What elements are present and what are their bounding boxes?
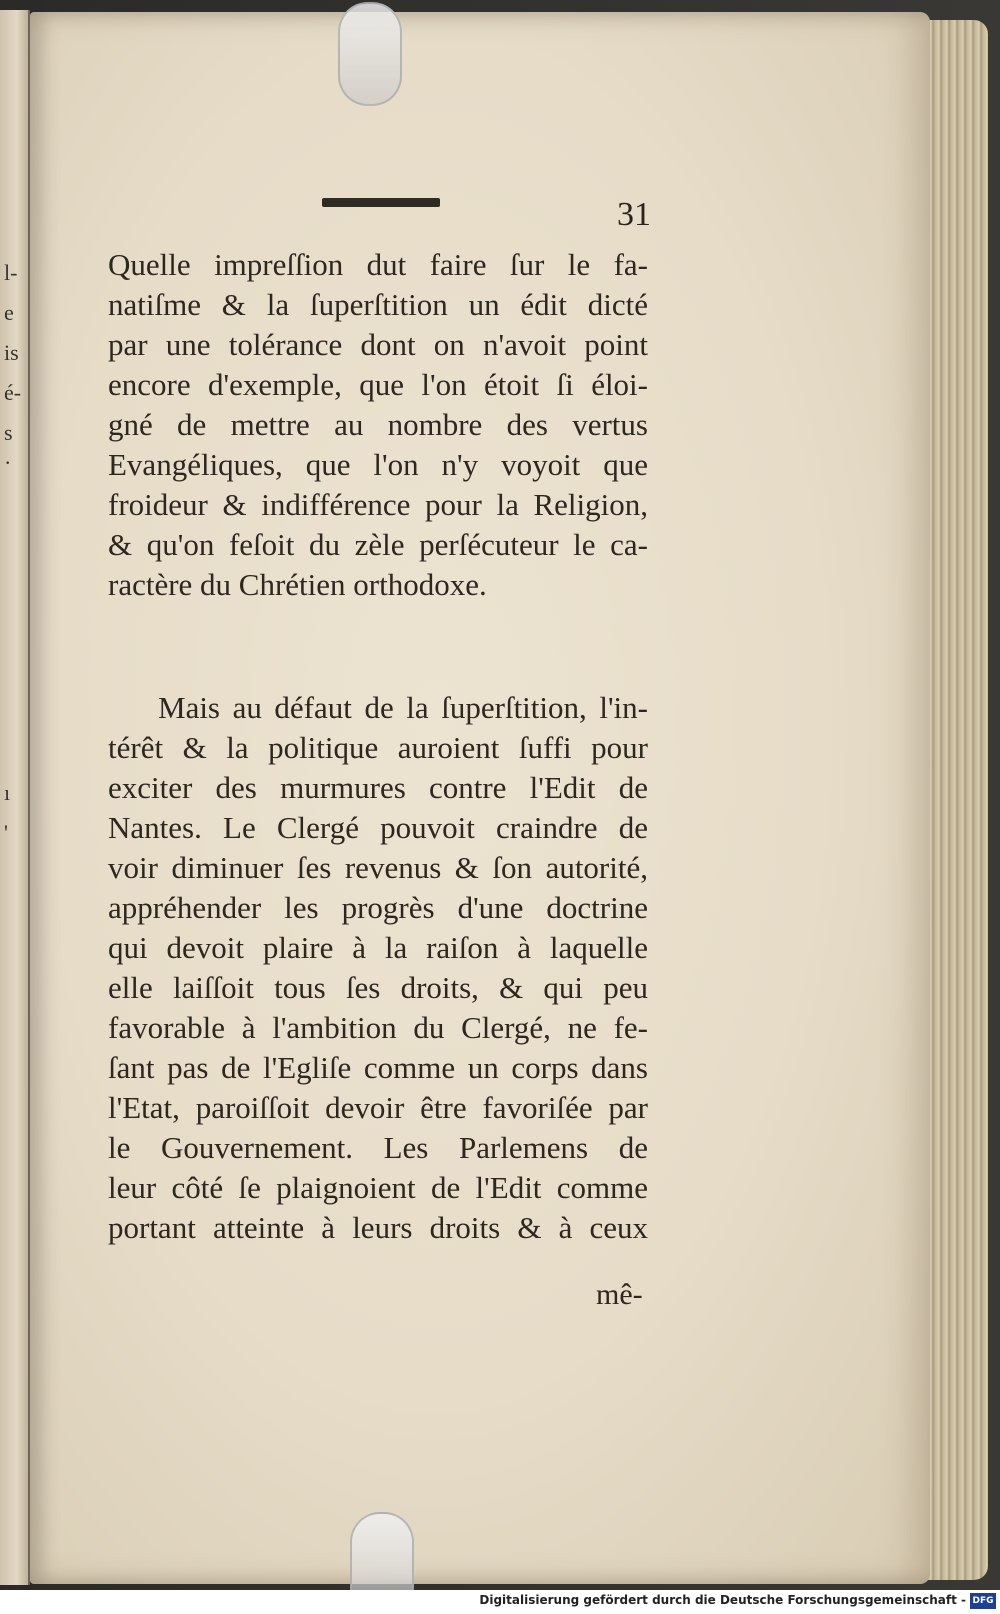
text-line: natiſme & la ſuperſtition un édit dicté <box>108 287 648 322</box>
text-line: favorable à l'ambition du Clergé, ne fe- <box>108 1010 648 1045</box>
margin-fragment: l- <box>4 260 18 285</box>
text-line: Mais au défaut de la ſuperſtition, l'in- <box>158 690 648 725</box>
text-line: ſant pas de l'Egliſe comme un corps dans <box>108 1050 648 1085</box>
text-line: le Gouvernement. Les Parlemens de <box>108 1130 648 1165</box>
text-line: & qu'on feſoit du zèle perſécuteur le ca- <box>108 527 648 562</box>
text-line: Quelle impreſſion dut faire ſur le fa- <box>108 247 648 282</box>
funding-credit: Digitalisierung gefördert durch die Deutsche Forschungsgemeinschaft - <box>479 1593 966 1607</box>
margin-fragment: e <box>4 300 14 325</box>
text-line: appréhender les progrès d'une doctrine <box>108 890 648 925</box>
dfg-logo: DFG <box>970 1593 996 1609</box>
margin-fragment: is <box>4 340 19 365</box>
text-line: leur côté ſe plaignoient de l'Edit comme <box>108 1170 648 1205</box>
text-line: ractère du Chrétien orthodoxe. <box>108 567 487 602</box>
text-line: Nantes. Le Clergé pouvoit craindre de <box>108 810 648 845</box>
paragraph-1 <box>108 245 648 605</box>
text-line: gné de mettre au nombre des vertus <box>108 407 648 442</box>
text-line: l'Etat, paroiſſoit devoir être favoriſée par <box>108 1090 648 1125</box>
text-line: froideur & indifférence pour la Religion, <box>108 487 648 522</box>
paragraph-2 <box>108 688 648 1248</box>
text-line: térêt & la politique auroient ſuffi pour <box>108 730 648 765</box>
text-line: Evangéliques, que l'on n'y voyoit que <box>108 447 648 482</box>
text-line: par une tolérance dont on n'avoit point <box>108 327 648 362</box>
previous-page-edge <box>0 10 30 1585</box>
page-clip-top <box>338 2 402 106</box>
text-line: elle laiſſoit tous ſes droits, & qui peu <box>108 970 648 1005</box>
margin-fragment: s <box>4 420 13 445</box>
margin-fragment: ı <box>4 780 11 805</box>
catchword: mê- <box>596 1278 643 1311</box>
margin-fragment: ' <box>4 820 8 845</box>
text-line: exciter des murmures contre l'Edit de <box>108 770 648 805</box>
margin-fragment: é- <box>4 380 22 405</box>
page-number: 31 <box>617 196 651 233</box>
header-rule <box>322 198 440 207</box>
margin-fragment: · <box>4 450 12 475</box>
text-line: encore d'exemple, que l'on étoit ſi éloi- <box>108 367 648 402</box>
text-line: voir diminuer ſes revenus & ſon autorité, <box>108 850 648 885</box>
digitization-footer <box>0 1590 1000 1614</box>
text-line: portant atteinte à leurs droits & à ceux <box>108 1210 648 1245</box>
text-line: qui devoit plaire à la raiſon à laquelle <box>108 930 648 965</box>
page-clip-bottom <box>350 1512 414 1590</box>
